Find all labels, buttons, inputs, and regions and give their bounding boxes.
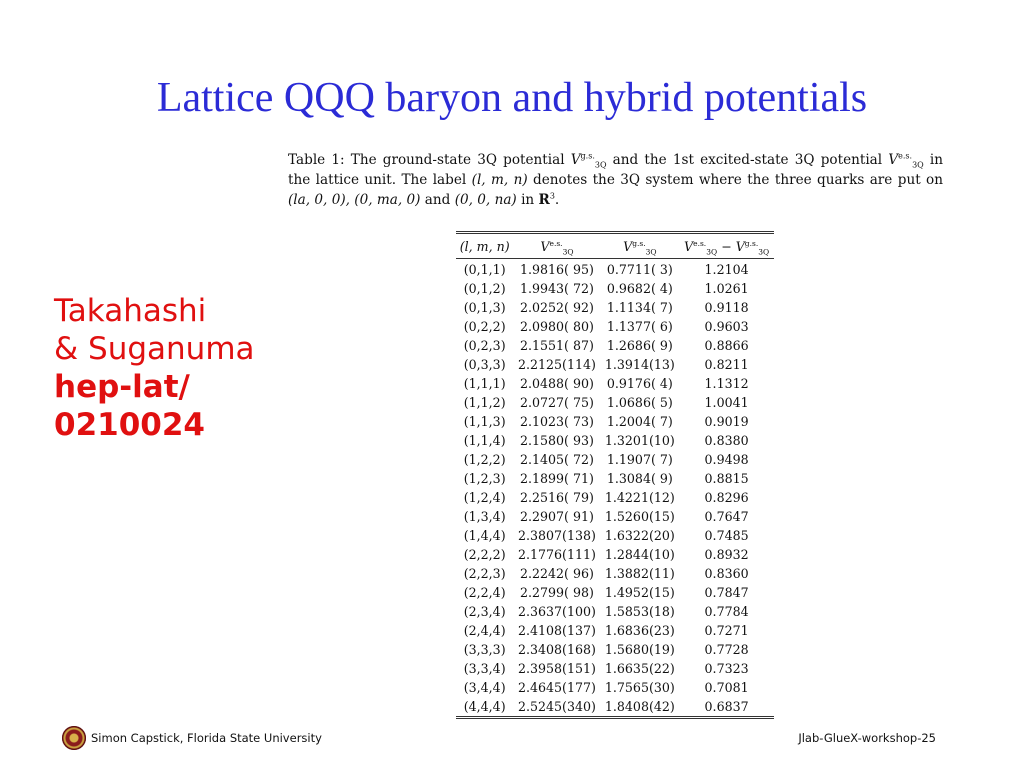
- cell-lmn: (3,4,4): [463, 680, 506, 695]
- cell-lmn: (2,2,3): [463, 566, 506, 581]
- cell-ground: 1.5853(18): [604, 604, 675, 619]
- cell-excited: 2.5245(340): [517, 699, 596, 714]
- cell-ground: 1.1377( 6): [606, 319, 673, 334]
- header-lmn: (l, m, n): [456, 233, 513, 259]
- cell-excited: 2.1899( 71): [519, 471, 594, 486]
- cell-excited: 2.4108(137): [517, 623, 596, 638]
- cell-ground: 1.6836(23): [604, 623, 675, 638]
- header-ground-state: $V^{g.s.}_{3Q}$: [601, 233, 680, 259]
- cell-excited: 2.3807(138): [517, 528, 596, 543]
- cell-ground: 0.9176( 4): [606, 376, 673, 391]
- cell-excited: 2.2799( 98): [519, 585, 594, 600]
- table-row: [456, 488, 774, 507]
- table-row: [456, 279, 774, 298]
- arxiv-ref-line-2: 0210024: [54, 407, 205, 443]
- table-row: [456, 259, 774, 280]
- arxiv-ref-line-1: hep-lat/: [54, 369, 190, 405]
- cell-diff: 0.7784: [704, 604, 749, 619]
- cell-diff: 0.6837: [704, 699, 749, 714]
- cell-lmn: (0,2,3): [463, 338, 506, 353]
- cell-excited: 2.0980( 80): [519, 319, 594, 334]
- cell-lmn: (0,1,3): [463, 300, 506, 315]
- cell-ground: 1.1134( 7): [606, 300, 673, 315]
- cell-lmn: (4,4,4): [463, 699, 506, 714]
- cell-ground: 1.3882(11): [604, 566, 675, 581]
- slide-title: Lattice QQQ baryon and hybrid potentials: [156, 75, 868, 121]
- cell-diff: 0.8815: [704, 471, 749, 486]
- table-row: [456, 564, 774, 583]
- cell-lmn: (1,2,3): [463, 471, 506, 486]
- cell-excited: 2.1405( 72): [519, 452, 594, 467]
- cell-excited: 1.9943( 72): [519, 281, 594, 296]
- cell-excited: 2.1580( 93): [519, 433, 594, 448]
- table-row: [456, 507, 774, 526]
- cell-ground: 0.9682( 4): [606, 281, 673, 296]
- cell-lmn: (2,2,2): [463, 547, 506, 562]
- cell-lmn: (0,1,2): [463, 281, 506, 296]
- cell-diff: 1.0041: [704, 395, 749, 410]
- cell-excited: 2.2907( 91): [519, 509, 594, 524]
- cell-lmn: (2,3,4): [463, 604, 506, 619]
- cell-diff: 0.7081: [704, 680, 749, 695]
- cell-lmn: (1,3,4): [463, 509, 506, 524]
- cell-excited: 2.0488( 90): [519, 376, 594, 391]
- cell-lmn: (3,3,3): [463, 642, 506, 657]
- table-row: [456, 545, 774, 564]
- table-row: [456, 526, 774, 545]
- cell-ground: 1.8408(42): [604, 699, 675, 714]
- cell-excited: 2.0727( 75): [519, 395, 594, 410]
- cell-diff: 0.7647: [704, 509, 749, 524]
- cell-diff: 0.9603: [704, 319, 749, 334]
- table-row: [456, 450, 774, 469]
- cell-ground: 1.1907( 7): [606, 452, 673, 467]
- cell-ground: 1.5680(19): [604, 642, 675, 657]
- cell-diff: 1.0261: [704, 281, 749, 296]
- cell-ground: 0.7711( 3): [606, 262, 673, 277]
- cell-excited: 2.2125(114): [517, 357, 596, 372]
- cell-excited: 2.1776(111): [517, 547, 596, 562]
- cell-ground: 1.7565(30): [604, 680, 675, 695]
- cell-diff: 0.7271: [704, 623, 749, 638]
- cell-lmn: (0,2,2): [463, 319, 506, 334]
- table-row: [456, 336, 774, 355]
- author-line-1: Takahashi: [54, 293, 207, 329]
- cell-lmn: (1,4,4): [463, 528, 506, 543]
- cell-excited: 2.3408(168): [517, 642, 596, 657]
- cell-ground: 1.0686( 5): [606, 395, 673, 410]
- cell-ground: 1.2686( 9): [606, 338, 673, 353]
- cell-lmn: (0,1,1): [463, 262, 506, 277]
- cell-lmn: (1,1,1): [463, 376, 506, 391]
- cell-diff: 0.7323: [704, 661, 749, 676]
- header-excited-state: $V^{e.s.}_{3Q}$: [513, 233, 600, 259]
- potential-table-container: [456, 231, 774, 719]
- cell-ground: 1.4221(12): [604, 490, 675, 505]
- cell-diff: 0.7728: [704, 642, 749, 657]
- cell-diff: 0.8866: [704, 338, 749, 353]
- cell-ground: 1.3914(13): [604, 357, 675, 372]
- cell-ground: 1.3201(10): [604, 433, 675, 448]
- table-caption: Table 1: The ground-state 3Q potential $V^{g.s.}_{3Q}$ and the 1st excited-state 3Q potential $V^{e.s.}_{3Q}$ in the lattice unit. The label (l, m, n) denotes the 3Q system where the three quarks are put on (la, 0, 0), (0, ma, 0) and (0, 0, na) in $R^3$.: [288, 151, 943, 208]
- cell-ground: 1.3084( 9): [606, 471, 673, 486]
- author-citation: [54, 292, 294, 444]
- university-seal-icon: [62, 726, 86, 750]
- cell-excited: 2.4645(177): [517, 680, 596, 695]
- table-row: [456, 412, 774, 431]
- header-difference: $V^{e.s.}_{3Q} - V^{g.s.}_{3Q}$: [679, 233, 774, 259]
- cell-excited: 2.1023( 73): [519, 414, 594, 429]
- table-row: [456, 317, 774, 336]
- cell-diff: 0.8211: [704, 357, 749, 372]
- cell-lmn: (1,2,4): [463, 490, 506, 505]
- table-row: [456, 374, 774, 393]
- footer-author: Simon Capstick, Florida State University: [91, 731, 322, 745]
- cell-diff: 1.2104: [704, 262, 749, 277]
- table-row: [456, 621, 774, 640]
- table-row: [456, 469, 774, 488]
- cell-diff: 0.9019: [704, 414, 749, 429]
- cell-excited: 2.2242( 96): [519, 566, 594, 581]
- table-row: [456, 393, 774, 412]
- cell-lmn: (1,1,4): [463, 433, 506, 448]
- table-row: [456, 298, 774, 317]
- cell-lmn: (2,4,4): [463, 623, 506, 638]
- cell-ground: 1.2004( 7): [606, 414, 673, 429]
- cell-lmn: (0,3,3): [463, 357, 506, 372]
- cell-excited: 1.9816( 95): [519, 262, 594, 277]
- cell-ground: 1.2844(10): [604, 547, 675, 562]
- cell-diff: 0.8296: [704, 490, 749, 505]
- cell-ground: 1.4952(15): [604, 585, 675, 600]
- table-header-row: [456, 233, 774, 259]
- potential-table: [456, 231, 774, 719]
- cell-diff: 0.7847: [704, 585, 749, 600]
- cell-diff: 0.7485: [704, 528, 749, 543]
- cell-diff: 0.8360: [704, 566, 749, 581]
- table-body: [456, 259, 774, 718]
- cell-ground: 1.6635(22): [604, 661, 675, 676]
- cell-ground: 1.5260(15): [604, 509, 675, 524]
- cell-lmn: (1,2,2): [463, 452, 506, 467]
- cell-diff: 0.8932: [704, 547, 749, 562]
- footer-left: [62, 726, 322, 750]
- table-row: [456, 678, 774, 697]
- cell-lmn: (1,1,3): [463, 414, 506, 429]
- table-row: [456, 355, 774, 374]
- cell-diff: 0.9498: [704, 452, 749, 467]
- cell-diff: 1.1312: [704, 376, 749, 391]
- cell-lmn: (1,1,2): [463, 395, 506, 410]
- cell-excited: 2.3637(100): [517, 604, 596, 619]
- table-row: [456, 583, 774, 602]
- cell-lmn: (3,3,4): [463, 661, 506, 676]
- cell-diff: 0.9118: [704, 300, 749, 315]
- cell-excited: 2.3958(151): [517, 661, 596, 676]
- table-row: [456, 697, 774, 718]
- author-line-2: & Suganuma: [54, 331, 255, 367]
- table-row: [456, 602, 774, 621]
- table-row: [456, 640, 774, 659]
- cell-lmn: (2,2,4): [463, 585, 506, 600]
- cell-diff: 0.8380: [704, 433, 749, 448]
- cell-excited: 2.1551( 87): [519, 338, 594, 353]
- footer-slide-id: Jlab-GlueX-workshop-25: [798, 731, 936, 745]
- table-row: [456, 659, 774, 678]
- cell-excited: 2.2516( 79): [519, 490, 594, 505]
- table-row: [456, 431, 774, 450]
- cell-ground: 1.6322(20): [604, 528, 675, 543]
- cell-excited: 2.0252( 92): [519, 300, 594, 315]
